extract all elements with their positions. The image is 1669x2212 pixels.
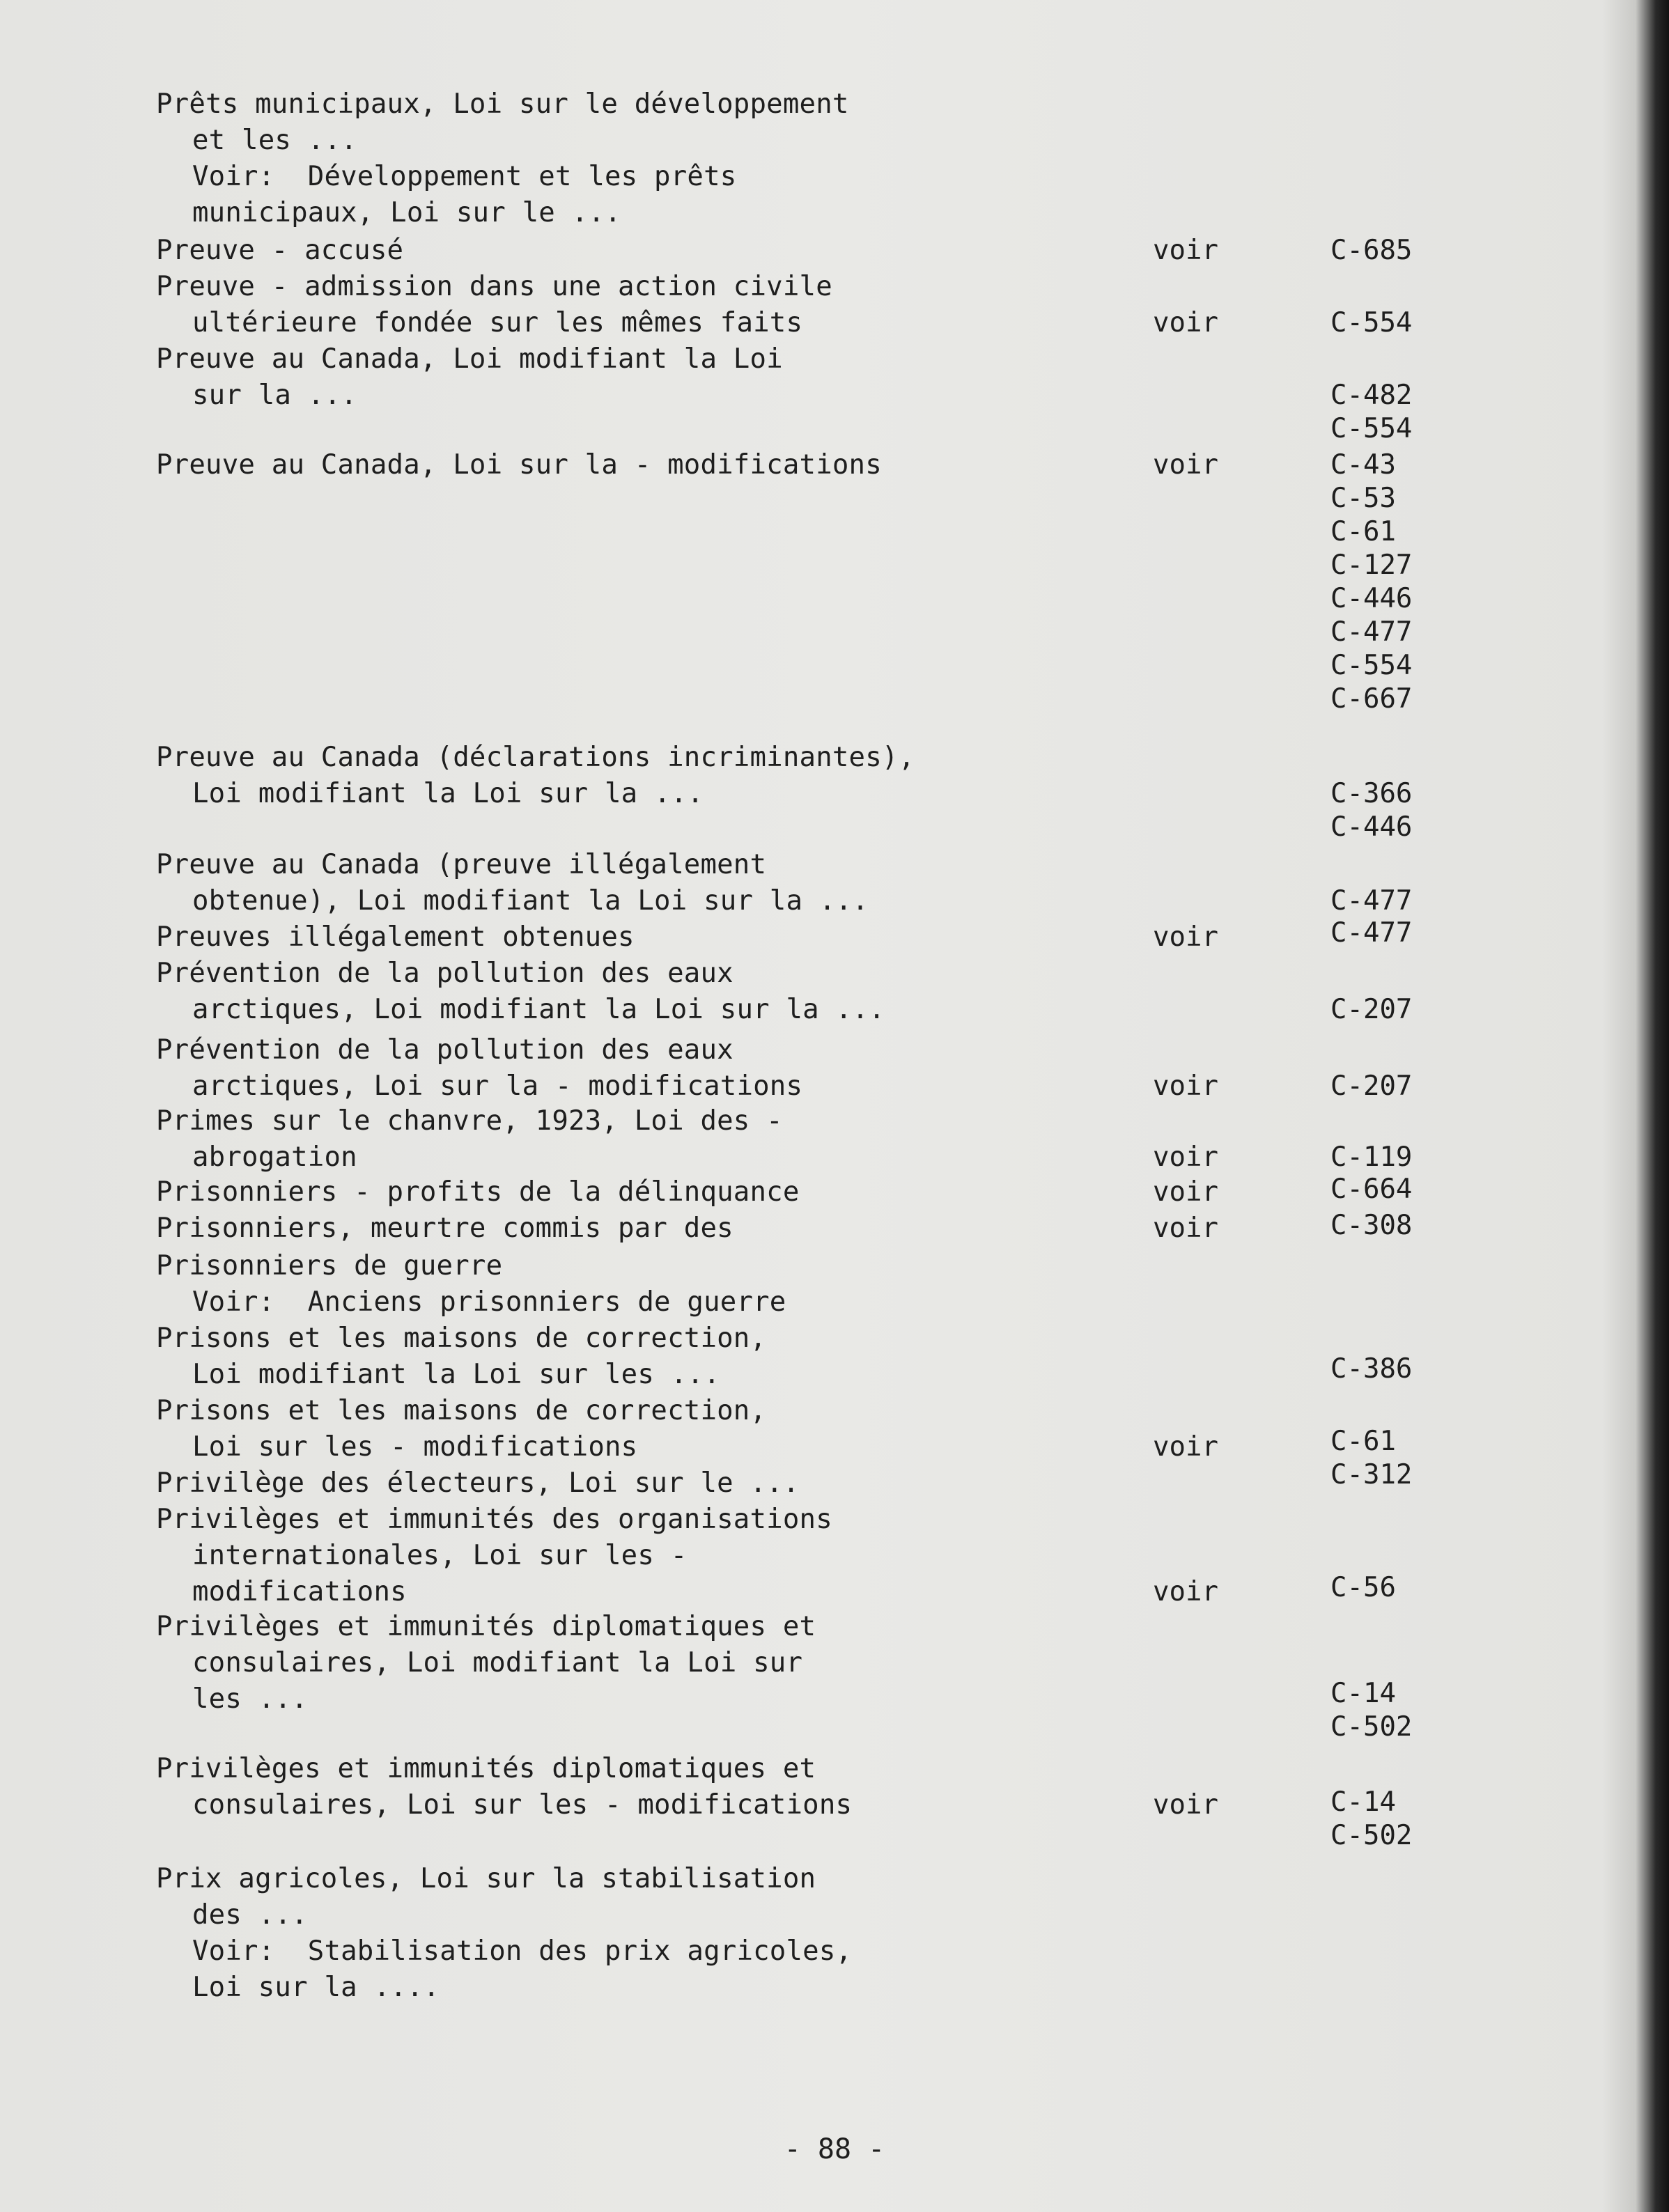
voir-label: voir bbox=[1153, 235, 1218, 266]
entry-line: Preuve au Canada (déclarations incriminantes), bbox=[156, 742, 915, 773]
entry-line: Prisonniers - profits de la délinquance bbox=[156, 1176, 800, 1208]
entry-line: Voir: Développement et les prêts bbox=[192, 161, 737, 192]
bill-code: C-43 bbox=[1330, 449, 1396, 481]
entry-line: Voir: Stabilisation des prix agricoles, bbox=[192, 1936, 853, 1967]
entry-line: Privilèges et immunités diplomatiques et bbox=[156, 1611, 816, 1642]
entry-line: internationales, Loi sur les - bbox=[192, 1540, 688, 1571]
entry-line: consulaires, Loi modifiant la Loi sur bbox=[192, 1647, 803, 1679]
entry-line: Preuves illégalement obtenues bbox=[156, 921, 635, 953]
bill-code: C-386 bbox=[1330, 1353, 1413, 1385]
entry-line: consulaires, Loi sur les - modifications bbox=[192, 1789, 853, 1821]
entry-line: Loi modifiant la Loi sur les ... bbox=[192, 1359, 720, 1390]
entry-line: des ... bbox=[192, 1899, 308, 1931]
bill-code: C-482 bbox=[1330, 380, 1413, 411]
bill-code: C-477 bbox=[1330, 885, 1413, 917]
voir-label: voir bbox=[1153, 1070, 1218, 1102]
bill-code: C-56 bbox=[1330, 1572, 1396, 1603]
entry-line: Prisonniers de guerre bbox=[156, 1250, 503, 1282]
bill-code: C-53 bbox=[1330, 483, 1396, 514]
entry-line: Loi modifiant la Loi sur la ... bbox=[192, 778, 704, 809]
voir-label: voir bbox=[1153, 1431, 1218, 1463]
entry-line: Prêts municipaux, Loi sur le développement bbox=[156, 88, 849, 120]
bill-code: C-207 bbox=[1330, 994, 1413, 1025]
entry-line: Preuve - admission dans une action civile bbox=[156, 271, 832, 302]
bill-code: C-554 bbox=[1330, 307, 1413, 338]
bill-code: C-667 bbox=[1330, 683, 1413, 715]
entry-line: arctiques, Loi modifiant la Loi sur la ... bbox=[192, 994, 885, 1025]
bill-code: C-446 bbox=[1330, 583, 1413, 614]
voir-label: voir bbox=[1153, 307, 1218, 338]
entry-line: Prévention de la pollution des eaux bbox=[156, 958, 733, 989]
entry-line: Prix agricoles, Loi sur la stabilisation bbox=[156, 1863, 816, 1894]
entry-line: Prisons et les maisons de correction, bbox=[156, 1395, 767, 1426]
entry-line: Primes sur le chanvre, 1923, Loi des - bbox=[156, 1105, 783, 1137]
bill-code: C-502 bbox=[1330, 1711, 1413, 1743]
voir-label: voir bbox=[1153, 921, 1218, 953]
entry-line: Privilèges et immunités des organisations bbox=[156, 1504, 832, 1535]
entry-line: et les ... bbox=[192, 125, 357, 156]
entry-line: Prévention de la pollution des eaux bbox=[156, 1034, 733, 1066]
entry-line: Prisonniers, meurtre commis par des bbox=[156, 1213, 733, 1244]
entry-line: modifications bbox=[192, 1576, 407, 1607]
bill-code: C-14 bbox=[1330, 1678, 1396, 1709]
entry-line: Privilège des électeurs, Loi sur le ... bbox=[156, 1467, 800, 1499]
entry-line: Preuve au Canada, Loi modifiant la Loi bbox=[156, 343, 783, 375]
bill-code: C-554 bbox=[1330, 413, 1413, 444]
voir-label: voir bbox=[1153, 1576, 1218, 1607]
bill-code: C-312 bbox=[1330, 1459, 1413, 1490]
bill-code: C-127 bbox=[1330, 550, 1413, 581]
voir-label: voir bbox=[1153, 1142, 1218, 1173]
voir-label: voir bbox=[1153, 449, 1218, 481]
bill-code: C-61 bbox=[1330, 516, 1396, 547]
entry-line: Privilèges et immunités diplomatiques et bbox=[156, 1753, 816, 1784]
entry-line: Voir: Anciens prisonniers de guerre bbox=[192, 1286, 786, 1318]
bill-code: C-685 bbox=[1330, 235, 1413, 266]
bill-code: C-14 bbox=[1330, 1786, 1396, 1818]
entry-line: obtenue), Loi modifiant la Loi sur la ... bbox=[192, 885, 869, 917]
voir-label: voir bbox=[1153, 1176, 1218, 1208]
bill-code: C-502 bbox=[1330, 1820, 1413, 1851]
bill-code: C-308 bbox=[1330, 1210, 1413, 1241]
entry-line: Prisons et les maisons de correction, bbox=[156, 1323, 767, 1354]
voir-label: voir bbox=[1153, 1213, 1218, 1244]
entry-line: Loi sur la .... bbox=[192, 1972, 440, 2003]
voir-label: voir bbox=[1153, 1789, 1218, 1821]
entry-line: Loi sur les - modifications bbox=[192, 1431, 638, 1463]
bill-code: C-446 bbox=[1330, 811, 1413, 843]
bill-code: C-366 bbox=[1330, 778, 1413, 809]
bill-code: C-207 bbox=[1330, 1070, 1413, 1102]
bill-code: C-477 bbox=[1330, 616, 1413, 648]
bill-code: C-554 bbox=[1330, 650, 1413, 681]
bill-code: C-664 bbox=[1330, 1174, 1413, 1205]
entry-line: abrogation bbox=[192, 1142, 357, 1173]
entry-line: Preuve au Canada, Loi sur la - modifications bbox=[156, 449, 882, 481]
entry-line: sur la ... bbox=[192, 380, 357, 411]
bill-code: C-119 bbox=[1330, 1142, 1413, 1173]
bill-code: C-477 bbox=[1330, 917, 1413, 949]
entry-line: les ... bbox=[192, 1683, 308, 1715]
entry-line: municipaux, Loi sur le ... bbox=[192, 197, 621, 228]
entry-line: arctiques, Loi sur la - modifications bbox=[192, 1070, 803, 1102]
entry-line: ultérieure fondée sur les mêmes faits bbox=[192, 307, 803, 338]
bill-code: C-61 bbox=[1330, 1426, 1396, 1457]
entry-line: Preuve - accusé bbox=[156, 235, 404, 266]
page-number: - 88 - bbox=[784, 2133, 885, 2165]
entry-line: Preuve au Canada (preuve illégalement bbox=[156, 849, 767, 880]
